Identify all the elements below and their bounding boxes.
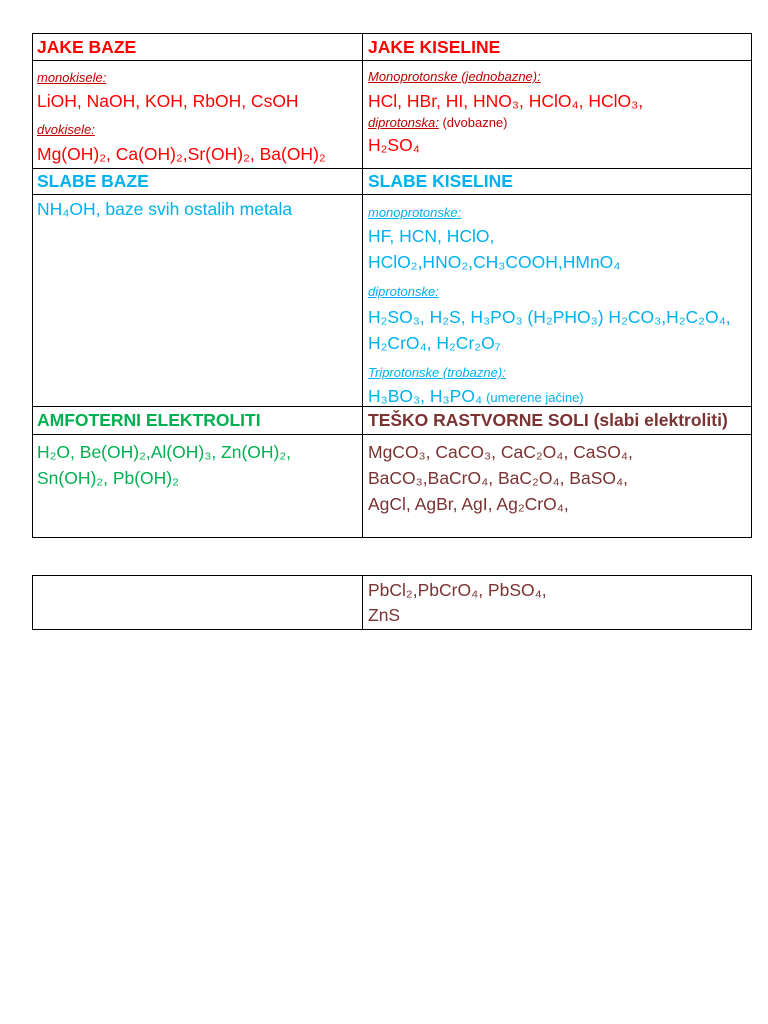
salts-line-2: BaCO₃,BaCrO₄, BaC₂O₄, BaSO₄, [368, 468, 629, 488]
header-poorly-soluble-salts: TEŠKO RASTVORNE SOLI (slabi elektroliti) [363, 407, 751, 434]
weak-bases-list: NH₄OH, baze svih ostalih metala [37, 199, 293, 219]
continuation-salts-line-1: PbCl₂,PbCrO₄, PbSO₄, [368, 580, 547, 600]
diprotic-strong-acids-note: (dvobazne) [442, 115, 508, 130]
monoacid-bases-label: monokisele: [37, 70, 107, 85]
amphoteric-cell [33, 435, 362, 537]
diprotic-weak-acids-line-2: H₂CrO₄, H₂Cr₂O₇ [368, 333, 501, 353]
monoprotic-weak-acids-label: monoprotonske: [368, 205, 462, 220]
amphoteric-line-1: H₂O, Be(OH)₂,Al(OH)₃, Zn(OH)₂, [37, 442, 292, 462]
diprotic-strong-acids-list: H₂SO₄ [368, 135, 420, 155]
salts-line-1: MgCO₃, CaCO₃, CaC₂O₄, CaSO₄, [368, 442, 633, 462]
triprotic-weak-acids-list: H₃BO₃, H₃PO₄ [368, 386, 483, 406]
diprotic-strong-acids-label: diprotonska: [368, 115, 439, 130]
diprotic-strong-acids-label-line [368, 115, 749, 131]
electrolyte-classification-table [32, 33, 752, 538]
monoacid-bases-list: LiOH, NaOH, KOH, RbOH, CsOH [37, 91, 299, 111]
continuation-empty-cell [33, 576, 362, 629]
weak-bases-cell [33, 195, 362, 406]
monoprotic-strong-acids-label: Monoprotonske (jednobazne): [368, 69, 541, 84]
header-strong-bases: JAKE BAZE [33, 34, 362, 60]
continuation-salts-cell [363, 576, 751, 629]
poorly-soluble-salts-cell [363, 435, 751, 537]
salts-line-3: AgCl, AgBr, AgI, Ag₂CrO₄, [368, 494, 569, 514]
triprotic-weak-acids-note: (umerene jačine) [486, 390, 584, 405]
monoprotic-strong-acids-list: HCl, HBr, HI, HNO₃, HClO₄, HClO₃, [368, 91, 644, 111]
strong-bases-cell [33, 61, 362, 168]
diacid-bases-label: dvokisele: [37, 122, 95, 137]
diacid-bases-list: Mg(OH)₂, Ca(OH)₂,Sr(OH)₂, Ba(OH)₂ [37, 144, 326, 164]
header-weak-acids: SLABE KISELINE [363, 169, 751, 194]
monoprotic-weak-acids-line-1: HF, HCN, HClO, [368, 226, 495, 246]
header-weak-bases: SLABE BAZE [33, 169, 362, 194]
triprotic-weak-acids-label: Triprotonske (trobazne): [368, 365, 506, 380]
diprotic-weak-acids-label: diprotonske: [368, 284, 439, 299]
amphoteric-line-2: Sn(OH)₂, Pb(OH)₂ [37, 468, 179, 488]
triprotic-weak-acids-line [368, 386, 749, 406]
monoprotic-weak-acids-line-2: HClO₂,HNO₂,CH₃COOH,HMnO₄ [368, 252, 621, 272]
strong-acids-cell [363, 61, 751, 168]
header-strong-acids: JAKE KISELINE [363, 34, 751, 60]
weak-acids-cell [363, 195, 751, 406]
continuation-table [32, 575, 752, 630]
continuation-salts-line-2: ZnS [368, 605, 401, 625]
diprotic-weak-acids-line-1: H₂SO₃, H₂S, H₃PO₃ (H₂PHO₃) H₂CO₃,H₂C₂O₄, [368, 307, 731, 327]
header-amphoteric-electrolytes: AMFOTERNI ELEKTROLITI [33, 407, 362, 434]
